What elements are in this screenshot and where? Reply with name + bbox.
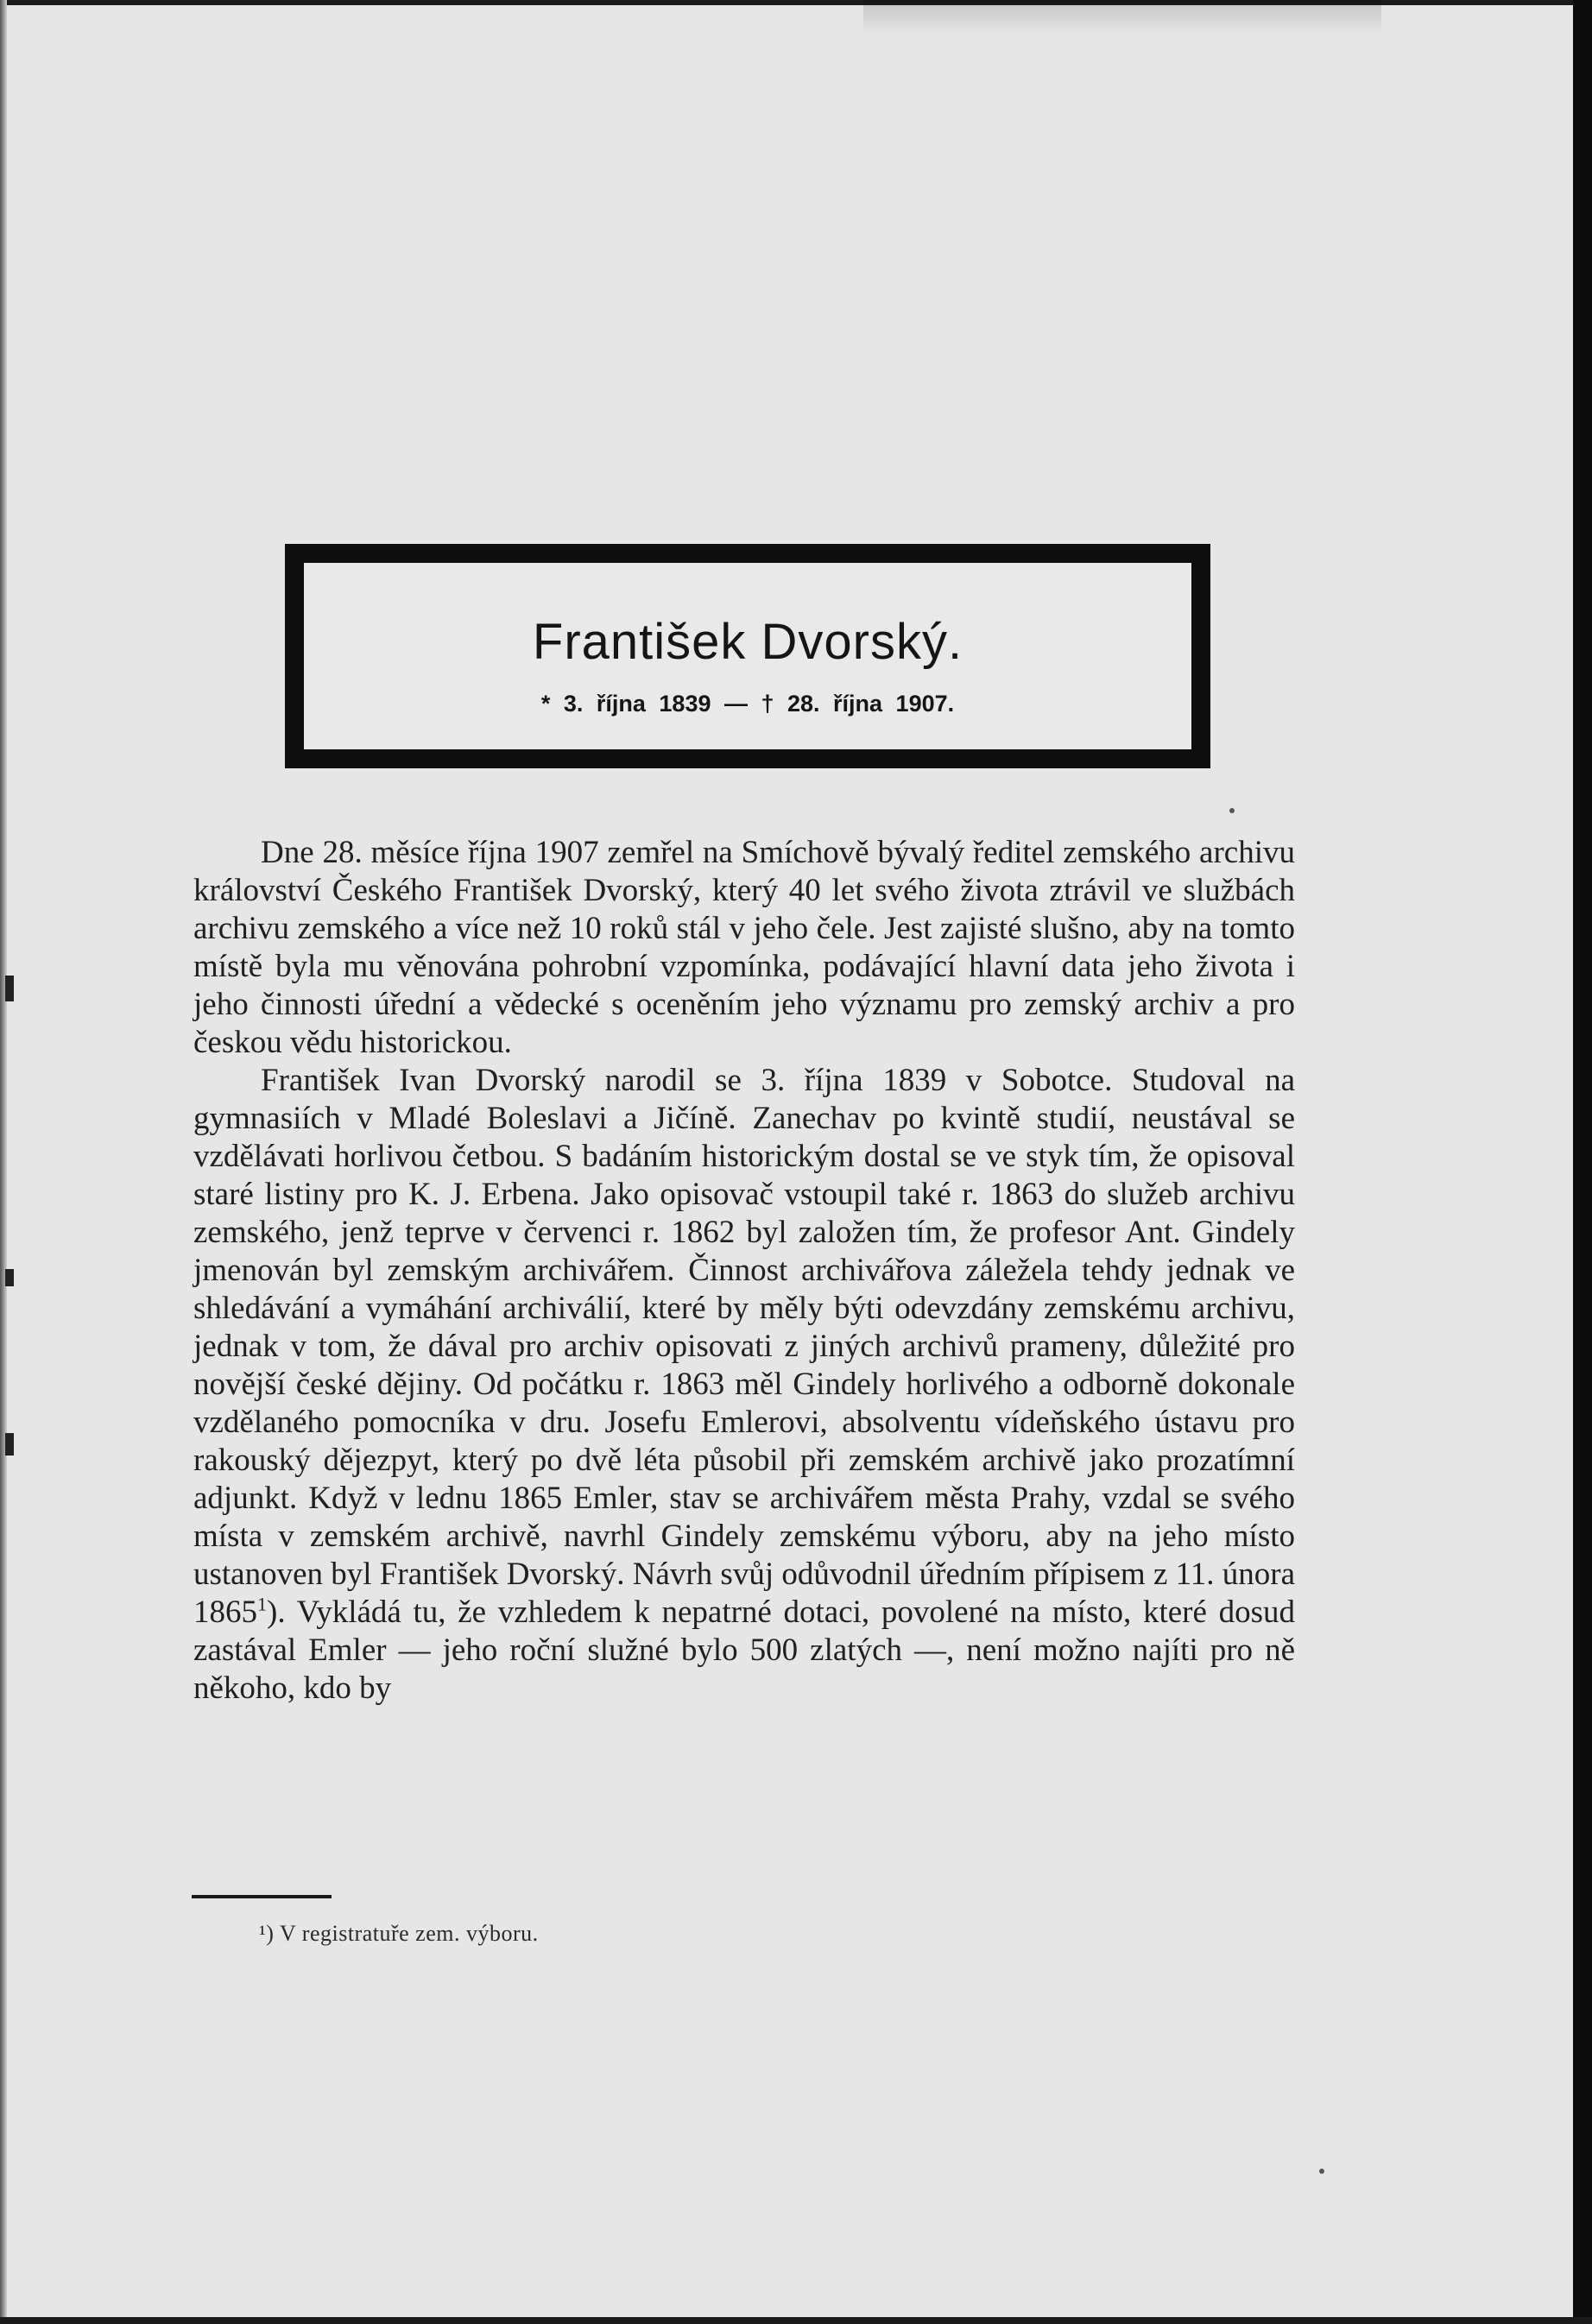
paragraph-2-continuation: ). Vykládá tu, že vzhledem k nepatrné dotaci, povolené na místo, které dosud zastával Emler — jeho roční služné bylo 500 zlatých —, není možno najíti pro ně někoho, kdo by xyxy=(193,1595,1295,1706)
binding-mark xyxy=(5,1269,14,1286)
footnote xyxy=(259,1921,539,1947)
scan-edge-bottom xyxy=(0,2317,1592,2324)
title-frame xyxy=(285,544,1210,768)
scan-shadow xyxy=(863,0,1381,35)
scan-edge-right xyxy=(1573,0,1592,2324)
obituary-title: František Dvorský. xyxy=(532,614,963,670)
binding-mark xyxy=(5,976,14,1001)
life-dates: * 3. října 1839 — † 28. října 1907. xyxy=(540,691,955,717)
scan-speck xyxy=(1229,808,1235,813)
paragraph-1: Dne 28. měsíce října 1907 zemřel na Smíchově bývalý ředitel zemského archivu království Českého František Dvorský, který 40 let svého života ztrávil ve službách archivu zemského a více než 10 roků stál v jeho čele. Jest zajisté slušno, aby na tomto místě byla mu věnována pohrobní vzpomínka, podávající hlavní data jeho života i jeho činnosti úřední a vědecké s oceněním jeho významu pro zemský archiv a pro českou vědu historickou. xyxy=(193,835,1295,1060)
binding-mark xyxy=(5,1433,14,1456)
footnote-text: V registratuře zem. výboru. xyxy=(279,1921,539,1946)
footnote-divider xyxy=(192,1895,332,1898)
footnote-reference: 1 xyxy=(257,1593,267,1615)
article-body xyxy=(193,834,1295,1708)
paragraph-2 xyxy=(193,1062,1295,1708)
scan-edge-left xyxy=(0,0,7,2324)
paragraph-2-text: František Ivan Dvorský narodil se 3. října 1839 v Sobotce. Studoval na gymnasiích v Mladé Boleslavi a Jičíně. Zanechav po kvintě studií, neustával se vzdělávati horlivou četbou. S badáním historickým dostal se ve styk tím, že opisoval staré listiny pro K. J. Erbena. Jako opisovač vstoupil také r. 1863 do služeb archivu zemského, jenž teprve v červenci r. 1862 byl založen tím, že profesor Ant. Gindely jmenován byl zemským archivářem. Činnost archivářova záležela tehdy jednak ve shledávání a vymáhání archiválií, které by měly býti odevzdány zemskému archivu, jednak v tom, že dával pro archiv opisovati z jiných archivů prameny, důležité pro novější české dějiny. Od počátku r. 1863 měl Gindely horlivého a odborně dokonale vzdělaného pomocníka v dru. Josefu Emlerovi, absolventu vídeňského ústavu pro rakouský dějezpyt, který po dvě léta působil při zemském archivě jako prozatímní adjunkt. Když v lednu 1865 Emler, stav se archivářem města Prahy, vzdal se svého místa v zemském archivě, navrhl Gindely zemskému výboru, aby na jeho místo ustanoven byl František Dvorský. Návrh svůj odůvodnil úředním přípisem z 11. února 1865 xyxy=(193,1063,1295,1630)
scan-speck xyxy=(1319,2169,1324,2174)
footnote-marker: ¹) xyxy=(259,1921,275,1946)
